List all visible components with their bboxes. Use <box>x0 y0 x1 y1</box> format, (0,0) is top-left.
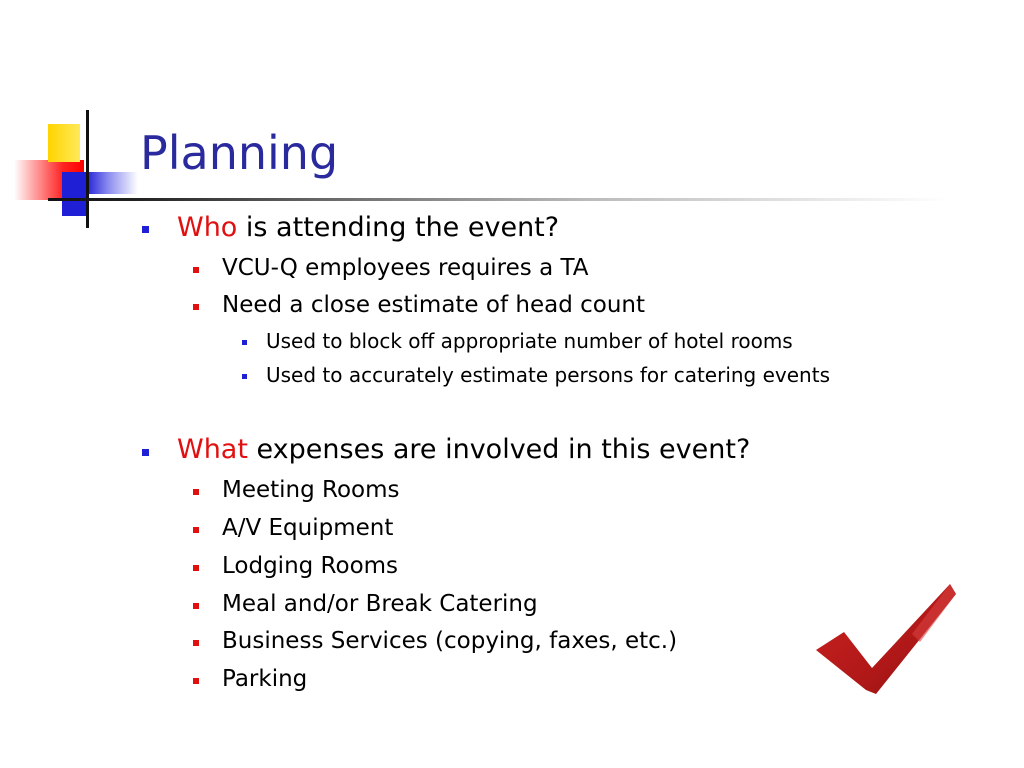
bullet-who <box>177 212 559 243</box>
slide-title: Planning <box>140 126 339 180</box>
bullet-level2 <box>193 267 199 273</box>
bullet-level1 <box>142 449 149 456</box>
list-item: VCU-Q employees requires a TA <box>222 255 589 281</box>
decor-blue-fade <box>88 172 138 194</box>
bullet-level2 <box>193 603 199 609</box>
bullet-level2 <box>193 565 199 571</box>
highlight-word: Who <box>177 212 238 243</box>
bullet-text: expenses are involved in this event? <box>247 434 751 465</box>
decor-vertical-line <box>86 110 89 228</box>
list-item: Need a close estimate of head count <box>222 292 645 318</box>
bullet-level3 <box>242 374 247 379</box>
bullet-level2 <box>193 678 199 684</box>
decor-blue-square <box>62 172 88 216</box>
list-item: Used to block off appropriate number of hotel rooms <box>266 329 793 353</box>
list-item: Meeting Rooms <box>222 477 400 503</box>
bullet-what <box>177 434 750 465</box>
bullet-level1 <box>142 226 149 233</box>
list-item: A/V Equipment <box>222 515 394 541</box>
bullet-level3 <box>242 340 247 345</box>
bullet-level2 <box>193 304 199 310</box>
bullet-level2 <box>193 489 199 495</box>
list-item: Used to accurately estimate persons for catering events <box>266 363 830 387</box>
bullet-level2 <box>193 527 199 533</box>
bullet-text: is attending the event? <box>237 212 560 243</box>
highlight-word: What <box>177 434 248 465</box>
checkmark-icon <box>800 562 970 732</box>
decor-yellow-square <box>48 124 80 162</box>
title-underline <box>48 198 948 201</box>
list-item: Business Services (copying, faxes, etc.) <box>222 628 678 654</box>
list-item: Lodging Rooms <box>222 553 399 579</box>
list-item: Parking <box>222 666 308 692</box>
bullet-level2 <box>193 640 199 646</box>
list-item: Meal and/or Break Catering <box>222 591 538 617</box>
